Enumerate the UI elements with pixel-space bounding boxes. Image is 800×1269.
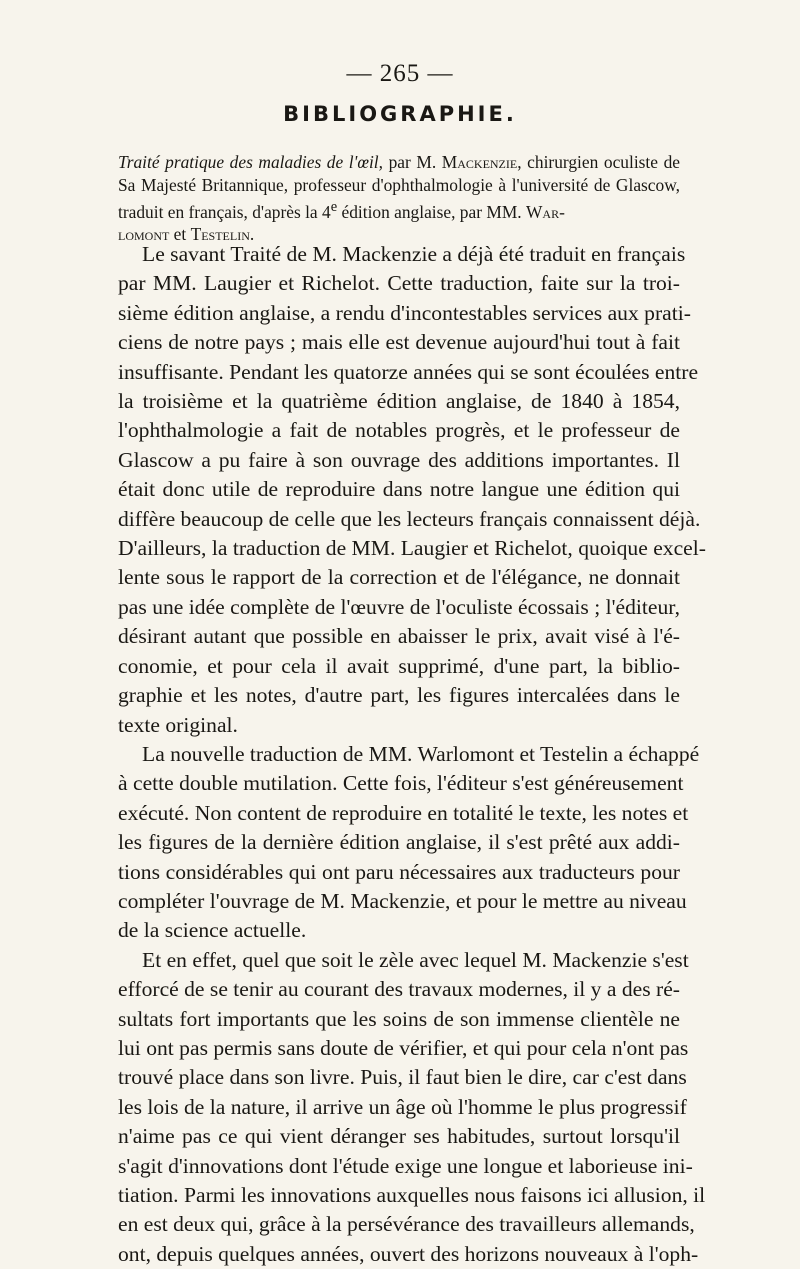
text-line: insuffisante. Pendant les quatorze années qui se sont écoulées entre [118, 359, 699, 384]
text-line: la troisième et la quatrième édition anglaise, de 1840 à 1854, [118, 389, 680, 414]
text-line: n'aime pas ce qui vient déranger ses habitudes, surtout lorsqu'il [118, 1124, 680, 1149]
citation-line2: de Sa Majesté Britannique, professeur d'ophthalmologie à l'université de [118, 152, 680, 195]
text-line: désirant autant que possible en abaisser le prix, avait visé à l'é- [118, 624, 680, 649]
text-line: trouvé place dans son livre. Puis, il faut bien le dire, car c'est dans [118, 1065, 687, 1090]
citation-line3a: Glascow, traduit en français, d'après la 4 [118, 174, 680, 222]
book-title: Traité pratique des maladies de l'œil, [118, 152, 383, 172]
translator-name: Testelin [190, 224, 250, 245]
text-line: s'agit d'innovations dont l'étude exige une longue et laborieuse ini- [118, 1153, 693, 1178]
text-line: Le savant Traité de M. Mackenzie a déjà été traduit en français [142, 242, 686, 266]
text-line: exécuté. Non content de reproduire en totalité le texte, les notes et [118, 800, 689, 825]
text-line: tions considérables qui ont paru nécessaires aux traducteurs pour [118, 859, 680, 884]
text-line: en est deux qui, grâce à la persévérance des travailleurs allemands, [118, 1212, 695, 1237]
paragraph-1 [118, 240, 706, 740]
citation-line1-rest: , chirurgien oculiste [517, 152, 658, 172]
text-line: lui ont pas permis sans doute de vérifier, et qui pour cela n'ont pas [118, 1035, 689, 1060]
page-header [0, 60, 800, 126]
text-line: efforcé de se tenir au courant des travaux modernes, il y a des ré- [118, 977, 680, 1002]
text-line: sième édition anglaise, a rendu d'incontestables services aux prati- [118, 300, 691, 325]
text-line: l'ophthalmologie a fait de notables progrès, et le professeur de [118, 418, 680, 443]
text-line: Glascow a pu faire à son ouvrage des additions importantes. Il [118, 447, 680, 472]
bibliographic-citation [118, 151, 680, 246]
citation-by: par M. [382, 152, 442, 172]
text-line: graphie et les notes, d'autre part, les figures intercalées dans le [118, 683, 680, 708]
citation-and: et [169, 224, 191, 245]
text-line: lente sous le rapport de la correction et de l'élégance, ne donnait [118, 565, 680, 590]
text-line: compléter l'ouvrage de M. Mackenzie, et pour le mettre au niveau [118, 888, 687, 913]
paragraph-2 [118, 740, 700, 946]
citation-line3b: édition anglaise, par MM. [337, 201, 526, 222]
text-line: était donc utile de reproduire dans notre langue une édition qui [118, 477, 680, 502]
text-line: ont, depuis quelques années, ouvert des horizons nouveaux à l'oph- [118, 1241, 699, 1266]
page-number: — 265 — [346, 60, 454, 87]
text-line: de la science actuelle. [118, 918, 307, 943]
text-line: La nouvelle traduction de MM. Warlomont et Testelin a échappé [142, 741, 700, 766]
citation-end: . [249, 224, 255, 245]
text-line: sultats fort importants que les soins de son immense clientèle ne [118, 1006, 680, 1031]
text-line: à cette double mutilation. Cette fois, l'éditeur s'est généreusement [118, 771, 684, 796]
text-line: texte original. [118, 712, 238, 737]
paragraph-3 [118, 946, 706, 1269]
translator-name-part1: War- [525, 201, 565, 222]
translator-name-part2: lomont [118, 224, 170, 245]
text-line: conomie, et pour cela il avait supprimé, d'une part, la biblio- [118, 653, 680, 678]
text-line: par MM. Laugier et Richelot. Cette traduction, faite sur la troi- [118, 271, 680, 296]
text-line: pas une idée complète de l'œuvre de l'oculiste écossais ; l'éditeur, [118, 594, 680, 619]
author-name: Mackenzie [441, 152, 518, 172]
section-title: BIBLIOGRAPHIE. [283, 102, 517, 126]
edition-superscript: e [330, 199, 338, 215]
text-line: D'ailleurs, la traduction de MM. Laugier et Richelot, quoique excel- [118, 536, 706, 561]
text-line: les figures de la dernière édition anglaise, il s'est prêté aux addi- [118, 830, 680, 855]
text-line: diffère beaucoup de celle que les lecteurs français connaissent déjà. [118, 506, 701, 531]
text-line: ciens de notre pays ; mais elle est devenue aujourd'hui tout à fait [118, 330, 680, 355]
text-line: tiation. Parmi les innovations auxquelles nous faisons ici allusion, il [118, 1183, 706, 1207]
text-line: les lois de la nature, il arrive un âge où l'homme le plus progressif [118, 1094, 687, 1119]
article-body [118, 240, 706, 1269]
text-line: Et en effet, quel que soit le zèle avec lequel M. Mackenzie s'est [142, 947, 689, 972]
